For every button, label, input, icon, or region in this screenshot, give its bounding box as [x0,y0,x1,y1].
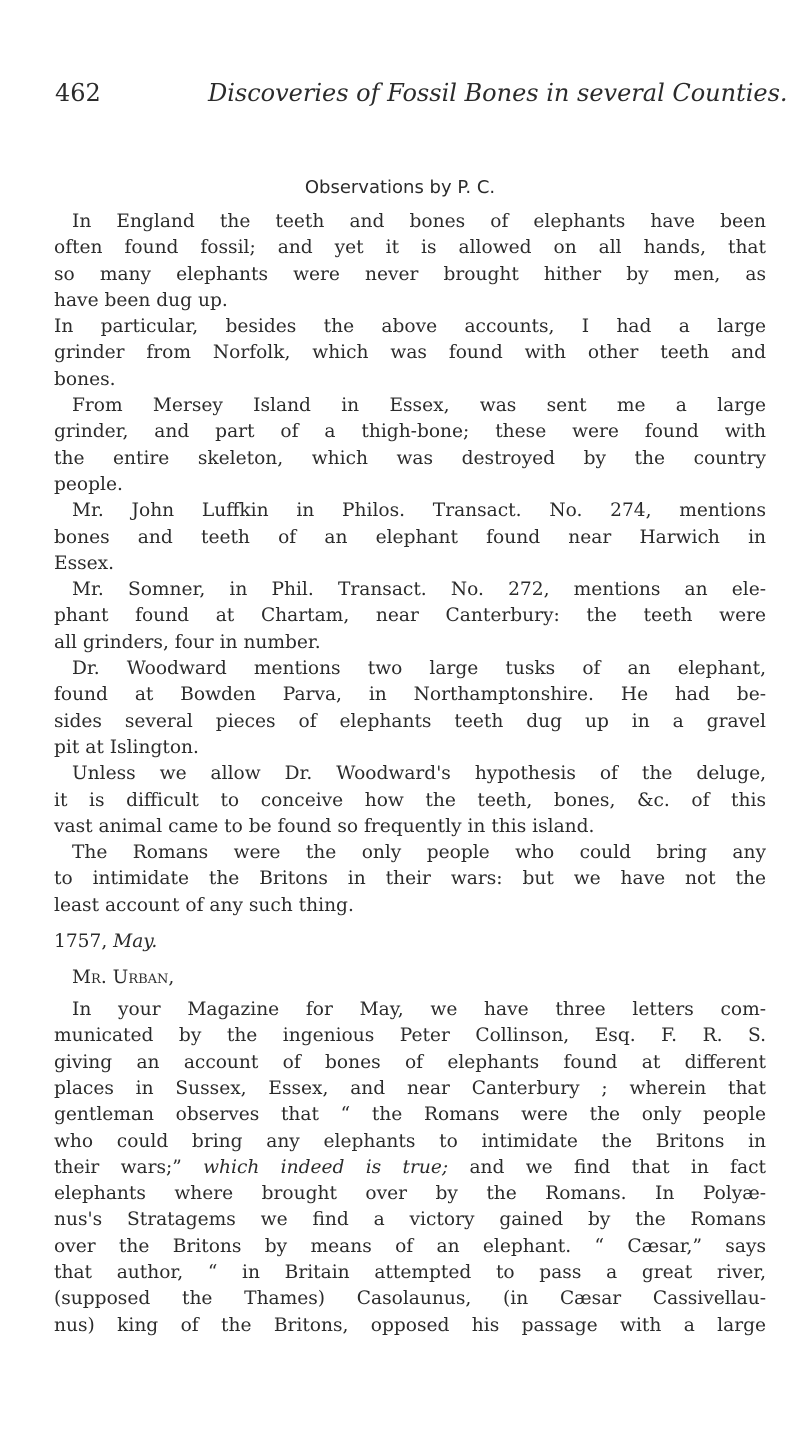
text-line: often found fossil; and yet it is allowed on all hands, that [54,237,766,259]
body-text [54,209,766,1339]
salutation-text: Mr. Urban, [72,967,175,989]
text-line: places in Sussex, Essex, and near Canterbury ; wherein that [54,1077,766,1099]
text-line: grinder from Norfolk, which was found with other teeth and [54,342,766,364]
text-line: have been dug up. [54,289,228,311]
text-line: bones. [54,368,116,390]
text-line: Dr. Woodward mentions two large tusks of an elephant, [72,658,766,680]
italic-phrase: which indeed is true; [203,1156,449,1178]
text-segment: their wars;” [54,1156,182,1178]
text-line: to intimidate the Britons in their wars: but we have not the [54,868,766,890]
text-line: pit at Islington. [54,736,199,758]
text-line: nus) king of the Britons, opposed his passage with a large [54,1314,766,1336]
text-line: over the Britons by means of an elephant. “ Cæsar,” says [54,1235,766,1257]
text-line: bones and teeth of an elephant found near Harwich in [54,526,766,548]
text-line: Unless we allow Dr. Woodward's hypothesis of the deluge, [72,763,766,785]
salutation [54,965,766,997]
text-line: Mr. John Luffkin in Philos. Transact. No. 274, mentions [72,500,766,522]
text-line: grinder, and part of a thigh-bone; these were found with [54,421,766,443]
dateline-month: May. [113,931,158,953]
text-line: that author, “ in Britain attempted to pass a great river, [54,1261,766,1283]
text-line: Essex. [54,552,115,574]
text-line: people. [54,473,123,495]
text-line: In England the teeth and bones of elephants have been [72,211,766,232]
text-line: The Romans were the only people who could bring any [72,842,766,864]
section-subheading: Observations by P. C. [304,177,496,198]
text-line: found at Bowden Parva, in Northamptonshire. He had be- [54,684,766,706]
text-line: who could bring any elephants to intimidate the Britons in [54,1130,766,1152]
text-line: In your Magazine for May, we have three letters com- [72,999,766,1021]
text-line-mixed [54,1155,766,1181]
text-line: (supposed the Thames) Casolaunus, (in Cæsar Cassivellau- [54,1288,766,1310]
text-line: least account of any such thing. [54,894,354,916]
dateline-year: 1757, [54,931,108,953]
text-line: vast animal came to be found so frequently in this island. [54,815,595,837]
text-line: the entire skeleton, which was destroyed by the country [54,447,766,469]
text-line: From Mersey Island in Essex, was sent me a large [72,395,766,417]
text-line: so many elephants were never brought hither by men, as [54,263,766,285]
text-line: nus's Stratagems we find a victory gained by the Romans [54,1209,766,1231]
text-line: Mr. Somner, in Phil. Transact. No. 272, mentions an ele- [72,579,766,601]
text-line: gentleman observes that “ the Romans were the only people [54,1104,766,1126]
text-line: elephants where brought over by the Romans. In Polyæ- [54,1183,766,1205]
dateline [54,919,766,965]
text-segment: and we find that in fact [469,1156,766,1178]
text-line: phant found at Chartam, near Canterbury: the teeth were [54,605,766,627]
text-line: giving an account of bones of elephants found at different [54,1051,766,1073]
text-line: it is difficult to conceive how the teeth, bones, &c. of this [54,789,766,811]
text-line: In particular, besides the above accounts, I had a large [54,316,766,338]
page-number: 462 [55,79,101,107]
running-title: Discoveries of Fossil Bones in several Counties. [208,79,788,107]
text-line: municated by the ingenious Peter Collinson, Esq. F. R. S. [54,1025,766,1047]
text-line: all grinders, four in number. [54,631,321,653]
text-line: sides several pieces of elephants teeth dug up in a gravel [54,710,766,732]
